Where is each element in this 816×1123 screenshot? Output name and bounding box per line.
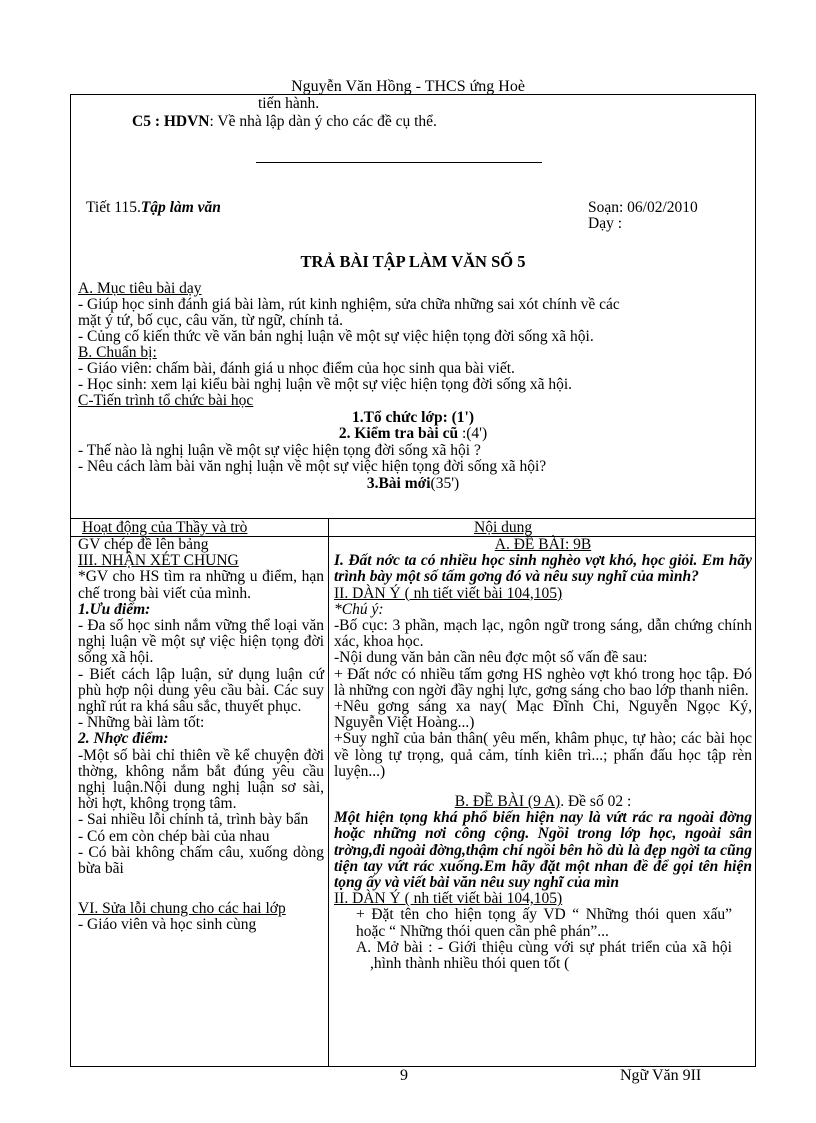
- dan-y-heading: II. DÀN Ý ( nh tiết viết bài 104,105): [334, 584, 563, 602]
- lesson-title: TRẢ BÀI TẬP LÀM VĂN SỐ 5: [300, 252, 526, 271]
- c5-line: [132, 114, 437, 130]
- right-line: +Nêu gơng sáng xa nay( Mạc Đĩnh Chi, Nguyễn Ngọc Ký, Nguyễn Việt Hoàng...): [334, 698, 752, 732]
- section-b-heading: B. Chuẩn bị:: [78, 344, 157, 361]
- right-spacer: [334, 780, 752, 794]
- right-line: + Đất nớc có nhiều tấm gơng HS nghèo vợt khó trong học tập. Đó là những con ngời đầy nghị lực, gơng sáng cho bao lớp thanh niên.: [334, 665, 752, 699]
- de-bai-9a: [334, 794, 752, 810]
- left-line: - Sai nhiều lỗi chính tả, trình bày bẩn: [78, 811, 309, 829]
- left-line: -Một số bài chỉ thiên về kể chuyện đời thờng, không nắm bắt đúng yêu cầu nghị luận.Nội dung nghị luận sơ sài, hời hợt, không trọng tâm.: [78, 746, 324, 813]
- tiet-label: Tiết 115.: [86, 199, 141, 216]
- item-1: 1.Tổ chức lớp: (1'): [351, 409, 475, 426]
- left-heading-sua-loi: VI. Sửa lỗi chung cho các hai lớp: [78, 900, 286, 918]
- divider: [256, 162, 542, 163]
- item-2-label: 2. Kiểm tra bài cũ: [338, 425, 459, 442]
- left-line: - Những bài làm tốt:: [78, 714, 205, 732]
- footer-subject: Ngữ Văn 9II: [620, 1067, 702, 1084]
- page-number: 9: [400, 1067, 408, 1084]
- item-2: [72, 426, 754, 442]
- left-line: GV chép đề lên bảng: [78, 536, 209, 553]
- question-1: - Thế nào là nghị luận về một sự việc hiện tọng đời sống xã hội ?: [78, 442, 481, 459]
- left-spacer: [78, 877, 324, 901]
- left-line: - Có em còn chép bài của nhau: [78, 827, 270, 845]
- right-line: -Bố cục: 3 phần, mạch lạc, ngôn ngữ trong sáng, dẫn chứng chính xác, khoa học.: [334, 617, 752, 651]
- left-heading-uu-diem: 1.Ưu điểm:: [78, 600, 151, 618]
- activities-column: [78, 537, 324, 934]
- question-2: - Nêu cách làm bài văn nghị luận về một sự việc hiện tọng đời sống xã hội?: [78, 458, 547, 475]
- item-3-label: 3.Bài mới: [366, 475, 431, 492]
- dan-y-heading-2: II. DÀN Ý ( nh tiết viết bài 104,105): [334, 890, 563, 908]
- section-a-line-2: mặt ý tứ, bố cục, câu văn, từ ngữ, chính tả.: [78, 312, 343, 329]
- content-column: [334, 537, 752, 972]
- section-a-heading: A. Mục tiêu bài dạy: [78, 280, 202, 297]
- page-header: Nguyễn Văn Hồng - THCS ứng Hoè: [291, 78, 525, 95]
- lesson-header-block: [72, 94, 754, 518]
- section-b-line-1: - Giáo viên: chấm bài, đánh giá u nhọc điểm của học sinh qua bài viết.: [78, 360, 515, 377]
- left-line: *GV cho HS tìm ra những u điểm, hạn chế trong bài viết của mình.: [78, 568, 324, 602]
- c5-text: : Về nhà lập dàn ý cho các đề cụ thể.: [209, 113, 437, 130]
- item-3: [72, 476, 754, 492]
- de-bai-9a-label: B. ĐỀ BÀI (9 A): [454, 793, 561, 811]
- c5-label: C5 : HDVN: [132, 113, 210, 130]
- soan-date: Soạn: 06/02/2010: [588, 199, 698, 216]
- tiet-subject: Tập làm văn: [140, 199, 221, 216]
- left-line: - Giáo viên và học sinh cùng: [78, 916, 257, 934]
- de-bai-9a-text: Một hiện tọng khá phổ biến hiện nay là vứt rác ra ngoài đờng hoặc những nơi công cộng. Ngồi trong lớp học, ngoài sân trờng,đi ngoài đờng,thậm chí ngồi bên hồ dù là đẹp ngời ta cũng tiện tay vứt rác xuống.Em hãy đặt một nhan đề để gọi tên hiện tọng ấy và viết bài văn nêu suy nghĩ của mìn: [334, 809, 752, 892]
- de-bai-9b: A. ĐỀ BÀI: 9B: [494, 536, 592, 553]
- de-so-02: . Đề số 02 :: [560, 793, 632, 811]
- intro-line: tiến hành.: [258, 95, 320, 112]
- chu-y: *Chú ý:: [334, 600, 384, 618]
- day-date: Dạy :: [588, 215, 623, 232]
- section-a-line-1: - Giúp học sinh đánh giá bài làm, rút kinh nghiệm, sửa chữa những sai xót chính về các: [78, 296, 620, 313]
- section-a-line-3: - Củng cố kiến thức về văn bản nghị luận về một sự việc hiện tọng đời sống xã hội.: [78, 328, 594, 345]
- item-2-time: :(4'): [458, 425, 488, 442]
- item-3-time: (35'): [430, 475, 460, 492]
- right-line: A. Mở bài : - Giới thiệu cùng với sự phát triển của xã hội ,hình thành nhiều thói quen tốt (: [356, 938, 732, 973]
- col-header-content: Nội dung: [474, 519, 533, 536]
- tiet-line: [86, 200, 221, 216]
- left-heading-nhuoc-diem: 2. Nhợc điểm:: [78, 730, 169, 748]
- right-line: +Suy nghĩ của bản thân( yêu mến, khâm phục, tự hào; các bài học về lòng tự trọng, quả cảm, tính kiên trì...; phấn đấu học tập rèn luyện...): [334, 730, 752, 780]
- left-line: - Có bài không chấm câu, xuống dòng bừa bãi: [78, 843, 324, 878]
- left-line: - Biết cách lập luận, sử dụng luận cứ phù hợp nội dung yêu cầu bài. Các suy nghĩ rút ra khá sâu sắc, thuyết phục.: [78, 665, 324, 716]
- section-c-heading: C-Tiến trình tổ chức bài học: [78, 392, 254, 409]
- left-heading-nhan-xet: III. NHẬN XÉT CHUNG: [78, 552, 239, 570]
- table-column-divider: [328, 518, 329, 1067]
- section-b-line-2: - Học sinh: xem lại kiểu bài nghị luận về một sự việc hiện tọng đời sống xã hội.: [78, 376, 573, 393]
- right-line: -Nội dung văn bản cần nêu đợc một số vấn đề sau:: [334, 649, 648, 667]
- right-line: + Đặt tên cho hiện tọng ấy VD “ Những thói quen xấu” hoặc “ Những thói quen cần phê phán”...: [356, 906, 732, 940]
- left-line: - Đa số học sinh nắm vững thể loại văn nghị luận về một sự việc hiện tọng đời sống xã hội.: [78, 617, 324, 667]
- de-bai-9b-text: I. Đất nớc ta có nhiều học sinh nghèo vợt khó, học giỏi. Em hãy trình bày một số tấm gơng đó và nêu suy nghĩ của mình?: [334, 552, 752, 586]
- col-header-activities: Hoạt động của Thầy và trò: [82, 519, 248, 536]
